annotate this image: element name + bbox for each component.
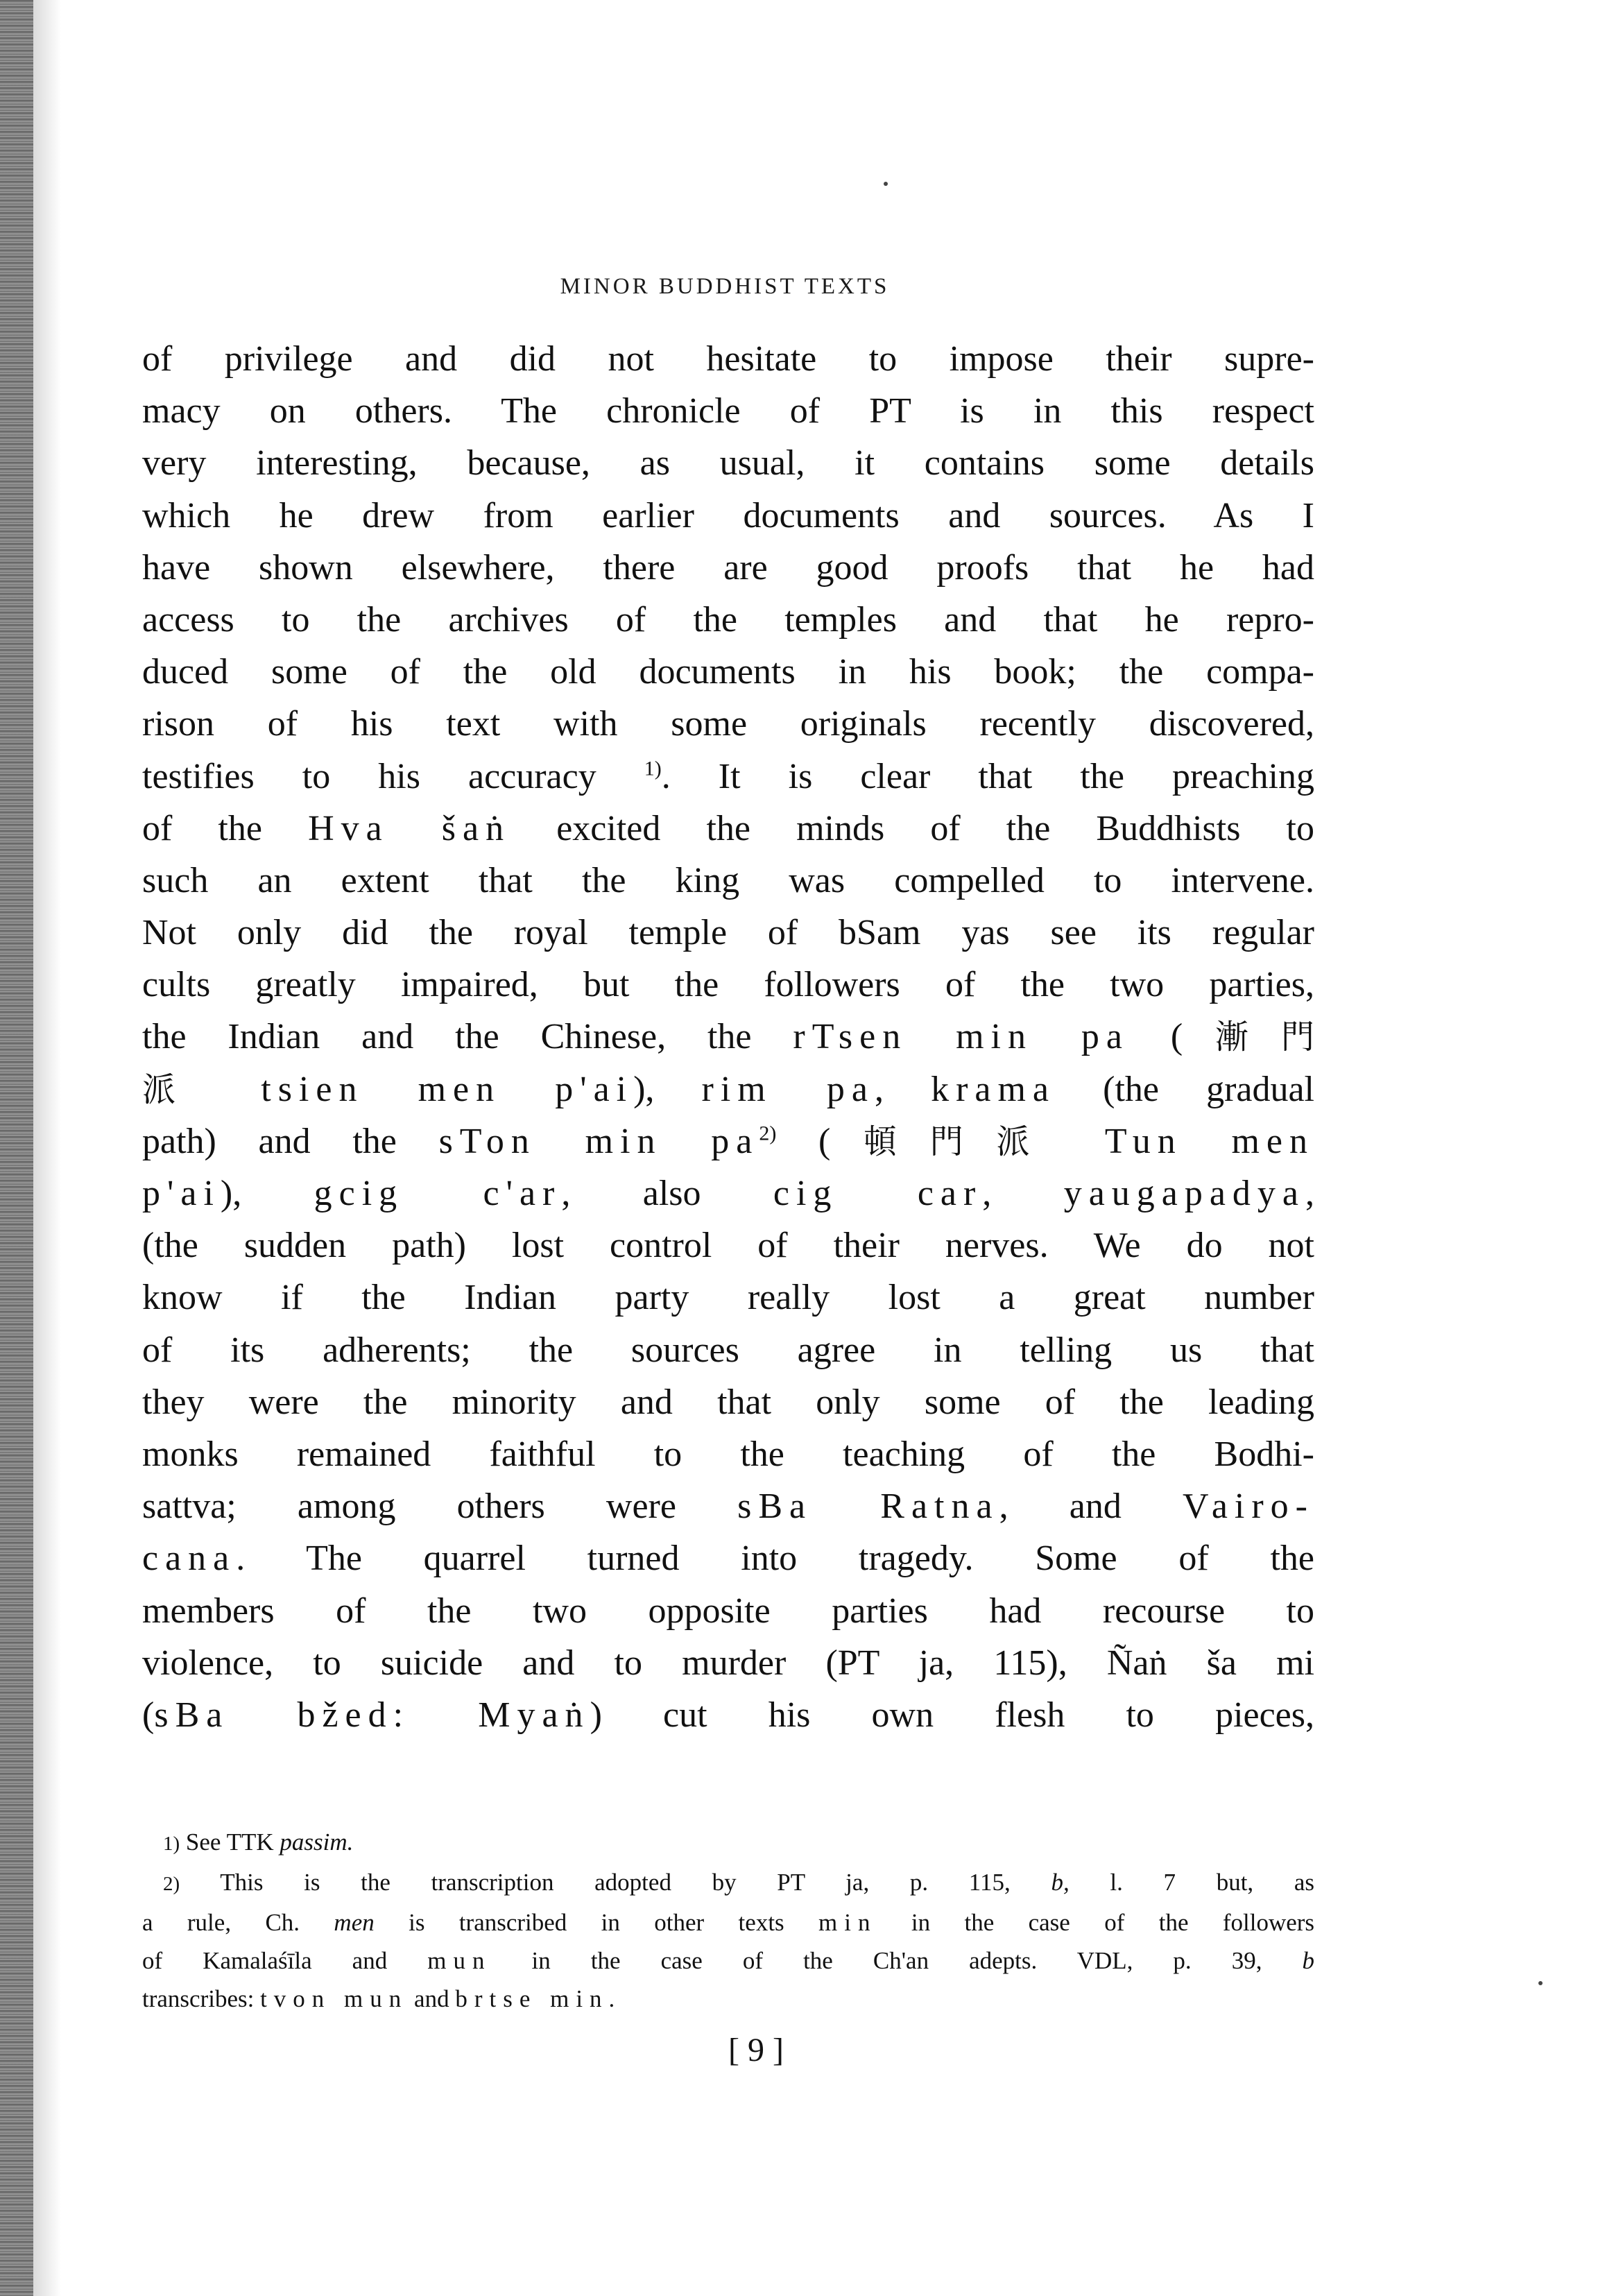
- text-line: cana. The quarrel turned into tragedy. Some of the: [142, 1539, 1314, 1579]
- footnote-ref-2[interactable]: 2): [759, 1122, 777, 1145]
- paper-speck: [1538, 1981, 1543, 1985]
- footnotes: [142, 1823, 1315, 2018]
- spaced-term: Hva šaṅ: [308, 808, 511, 848]
- text-line: of its adherents; the sources agree in telling us that: [142, 1330, 1314, 1370]
- text-line: of privilege and did not hesitate to impose their supre-: [142, 339, 1314, 379]
- footnote-ref-1[interactable]: 1): [644, 757, 662, 780]
- running-head: MINOR BUDDHIST TEXTS: [560, 274, 890, 299]
- paper-speck: [884, 182, 888, 186]
- chinese-characters: 頓門派: [830, 1122, 1063, 1161]
- book-gutter-shadow: [0, 0, 33, 2296]
- text-line: which he drew from earlier documents and sources. As I: [142, 495, 1314, 536]
- spaced-term: sTon min pa: [438, 1121, 759, 1161]
- spaced-term: tsien men p'ai: [261, 1069, 634, 1109]
- spaced-term: rTsen min pa: [793, 1017, 1129, 1057]
- spaced-term: Vairo-: [1183, 1487, 1314, 1527]
- text-line: very interesting, because, as usual, it contains some details: [142, 443, 1314, 483]
- text-line: duced some of the old documents in his book; the compa-: [142, 652, 1314, 692]
- chinese-characters: 漸門: [1183, 1018, 1314, 1057]
- text-line: the Indian and the Chinese, the rTsen min pa (漸門: [142, 1017, 1314, 1057]
- page-number: [ 9 ]: [728, 2032, 784, 2068]
- spaced-term: gcig c'ar: [314, 1174, 562, 1213]
- text-line: access to the archives of the temples and that he repro-: [142, 599, 1314, 640]
- text-line: they were the minority and that only some of the leading: [142, 1382, 1314, 1422]
- text-line: Not only did the royal temple of bSam yas see its regular: [142, 913, 1314, 953]
- text-line: testifies to his accuracy $^{1)}$. It is clear that the preaching: [142, 756, 1314, 796]
- body-text: [142, 333, 1314, 1741]
- text-line: have shown elsewhere, there are good proofs that he had: [142, 547, 1314, 588]
- text-line: members of the two opposite parties had recourse to: [142, 1591, 1314, 1631]
- gutter-fade: [33, 0, 61, 2296]
- text-line: of the Hva šaṅ excited the minds of the Buddhists to: [142, 808, 1315, 848]
- spaced-term: sBa Ratna: [737, 1487, 999, 1527]
- footnote-2-mark: 2): [163, 1873, 180, 1895]
- text-line: (sBa bžed: Myaṅ) cut his own flesh to pieces,: [142, 1695, 1314, 1735]
- text-line: violence, to suicide and to murder (PT ja, 115), Ñaṅ ša mi: [142, 1643, 1314, 1683]
- spaced-term: cig car: [773, 1174, 983, 1213]
- text-line: macy on others. The chronicle of PT is in this respect: [142, 391, 1314, 431]
- spaced-term: yaugapadya: [1063, 1174, 1306, 1213]
- text-line: path) and the sTon $\min pa^{2)}$ (頓門派 Tun men: [142, 1121, 1315, 1161]
- footnote-1: 1) See TTK passim.: [163, 1828, 354, 1856]
- spaced-term: Tun men: [1104, 1121, 1315, 1161]
- footnote-1-mark: 1): [163, 1833, 180, 1855]
- footnote-2-line: a rule, Ch. men is transcribed in other texts min in the case of the followers: [142, 1909, 1315, 1936]
- spaced-term: sBa bžed: Myaṅ: [154, 1695, 590, 1735]
- text-line: monks remained faithful to the teaching of the Bodhi-: [142, 1434, 1314, 1474]
- text-line: such an extent that the king was compelled to intervene.: [142, 860, 1314, 900]
- footnote-2-line: of Kamalaśīla and mun in the case of the Ch'an adepts. VDL, p. 39, b: [142, 1947, 1315, 1974]
- text-line: (the sudden path) lost control of their nerves. We do not: [142, 1226, 1314, 1266]
- text-line: 派 tsien men p'ai), rim pa, krama (the gradual: [142, 1069, 1315, 1109]
- footnote-2-line: transcribes: tvon mun and brtse min.: [142, 1985, 622, 2012]
- spaced-term: rim pa: [701, 1069, 875, 1109]
- spaced-term: p'ai: [142, 1174, 221, 1213]
- text-line: cults greatly impaired, but the followers of the two parties,: [142, 965, 1314, 1005]
- spaced-term: krama: [931, 1069, 1056, 1109]
- text-line: know if the Indian party really lost a great number: [142, 1278, 1314, 1318]
- footnote-2: 2) This is the transcription adopted by PT ja, p. 115, b, l. 7 but, as: [163, 1869, 1315, 1896]
- chinese-characters: 派: [142, 1070, 214, 1109]
- spaced-term: cana: [142, 1539, 237, 1579]
- text-line: sattva; among others were sBa Ratna, and Vairo-: [142, 1487, 1314, 1527]
- text-line: rison of his text with some originals recently discovered,: [142, 704, 1314, 744]
- text-line: p'ai), gcig c'ar, also cig car, yaugapadya,: [142, 1174, 1315, 1213]
